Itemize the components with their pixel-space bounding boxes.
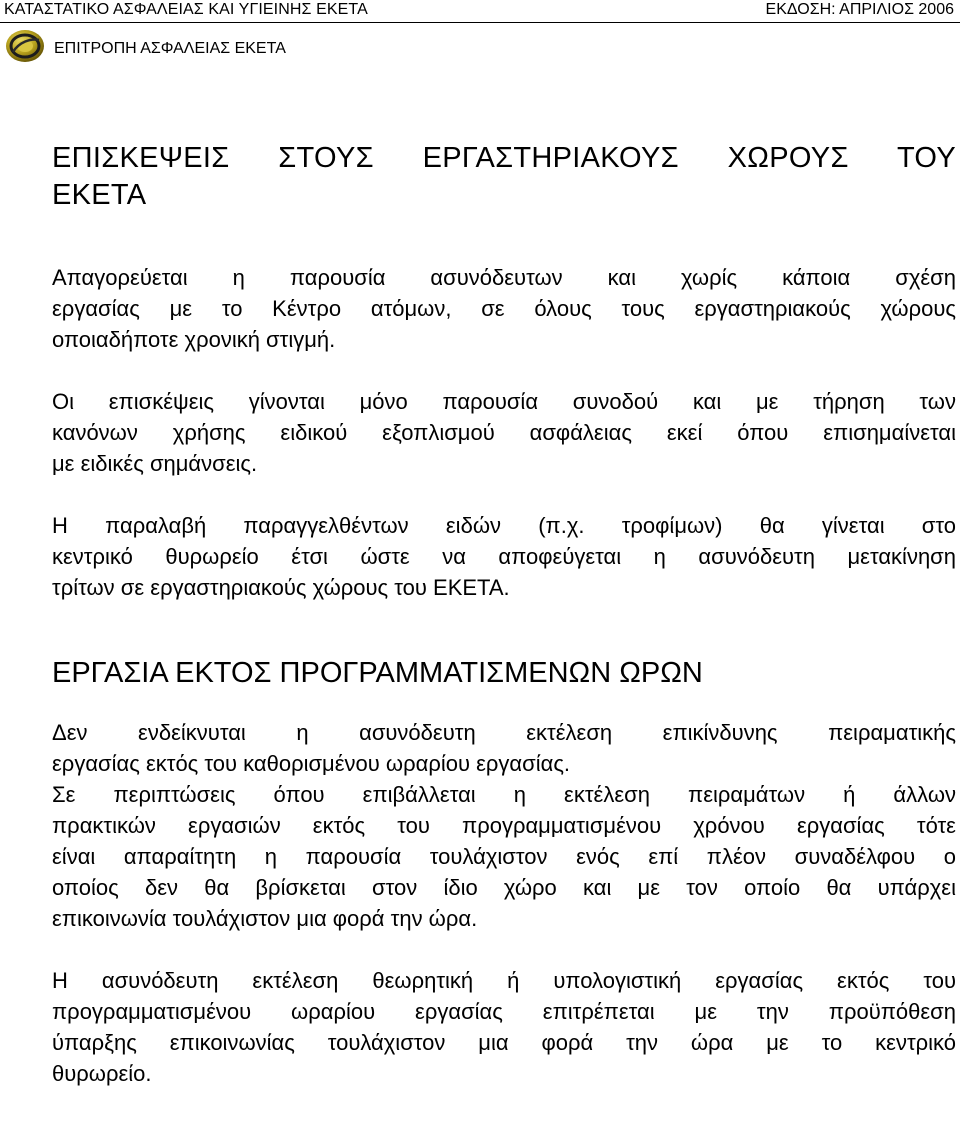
text-line: Η παραλαβή παραγγελθέντων ειδών (π.χ. τροφίμων) θα γίνεται στο [52, 513, 956, 538]
text-line: Η ασυνόδευτη εκτέλεση θεωρητική ή υπολογιστική εργασίας εκτός του [52, 968, 956, 993]
edition-date-header: ΕΚΔΟΣΗ: ΑΠΡΙΛΙΟΣ 2006 [765, 1, 954, 18]
text-line: οποίος δεν θα βρίσκεται στον ίδιο χώρο και με τον οποίο θα υπάρχει [52, 875, 956, 900]
section-title-after-hours: ΕΡΓΑΣΙΑ ΕΚΤΟΣ ΠΡΟΓΡΑΜΜΑΤΙΣΜΕΝΩΝ ΩΡΩΝ [52, 657, 703, 689]
text-line: ύπαρξης επικοινωνίας τουλάχιστον μια φορά την ώρα με το κεντρικό [52, 1030, 956, 1055]
paragraph-unaccompanied-work [52, 717, 956, 779]
page-header [0, 0, 960, 26]
header-divider [0, 22, 960, 23]
text-line: Δεν ενδείκνυται η ασυνόδευτη εκτέλεση επικίνδυνης πειραματικής [52, 720, 956, 745]
text-line: πρακτικών εργασιών εκτός του προγραμματισμένου χρόνου εργασίας τότε [52, 813, 956, 838]
text-line: θυρωρείο. [52, 1061, 152, 1086]
eketa-logo-icon [4, 28, 46, 64]
text-line: Οι επισκέψεις γίνονται μόνο παρουσία συνοδού και με τήρηση των [52, 389, 956, 414]
text-line: Απαγορεύεται η παρουσία ασυνόδευτων και χωρίς κάποια σχέση [52, 265, 956, 290]
text-line: κεντρικό θυρωρείο έτσι ώστε να αποφεύγεται η ασυνόδευτη μετακίνηση [52, 544, 956, 569]
text-line: κανόνων χρήσης ειδικού εξοπλισμού ασφάλειας εκεί όπου επισημαίνεται [52, 420, 956, 445]
section-title-line: ΕΚΕΤΑ [52, 179, 147, 211]
paragraph-visits-escort [52, 386, 956, 479]
committee-name: ΕΠΙΤΡΟΠΗ ΑΣΦΑΛΕΙΑΣ ΕΚΕΤΑ [54, 40, 286, 57]
paragraph-deliveries [52, 510, 956, 603]
text-line: προγραμματισμένου ωραρίου εργασίας επιτρέπεται με την προϋπόθεση [52, 999, 956, 1024]
text-line: τρίτων σε εργαστηριακούς χώρους του ΕΚΕΤΑ. [52, 575, 510, 600]
paragraph-colleague-presence [52, 779, 956, 934]
text-line: οποιαδήποτε χρονική στιγμή. [52, 327, 336, 352]
text-line: είναι απαραίτητη η παρουσία τουλάχιστον ενός επί πλέον συναδέλφου ο [52, 844, 956, 869]
paragraph-visits-prohibition [52, 262, 956, 355]
text-line: Σε περιπτώσεις όπου επιβάλλεται η εκτέλεση πειραμάτων ή άλλων [52, 782, 956, 807]
document-title-header: ΚΑΤΑΣΤΑΤΙΚΟ ΑΣΦΑΛΕΙΑΣ ΚΑΙ ΥΓΙΕΙΝΗΣ ΕΚΕΤΑ [4, 1, 368, 18]
text-line: επικοινωνία τουλάχιστον μια φορά την ώρα. [52, 906, 478, 931]
committee-row [4, 26, 286, 66]
section-title-visits [52, 140, 956, 214]
paragraph-theoretical-work [52, 965, 956, 1089]
document-body [52, 140, 956, 1089]
text-line: εργασίας με το Κέντρο ατόμων, σε όλους τους εργαστηριακούς χώρους [52, 296, 956, 321]
section-title-line: ΕΠΙΣΚΕΨΕΙΣ ΣΤΟΥΣ ΕΡΓΑΣΤΗΡΙΑΚΟΥΣ ΧΩΡΟΥΣ ΤΟΥ [52, 142, 956, 174]
text-line: εργασίας εκτός του καθορισμένου ωραρίου εργασίας. [52, 751, 571, 776]
text-line: με ειδικές σημάνσεις. [52, 451, 258, 476]
